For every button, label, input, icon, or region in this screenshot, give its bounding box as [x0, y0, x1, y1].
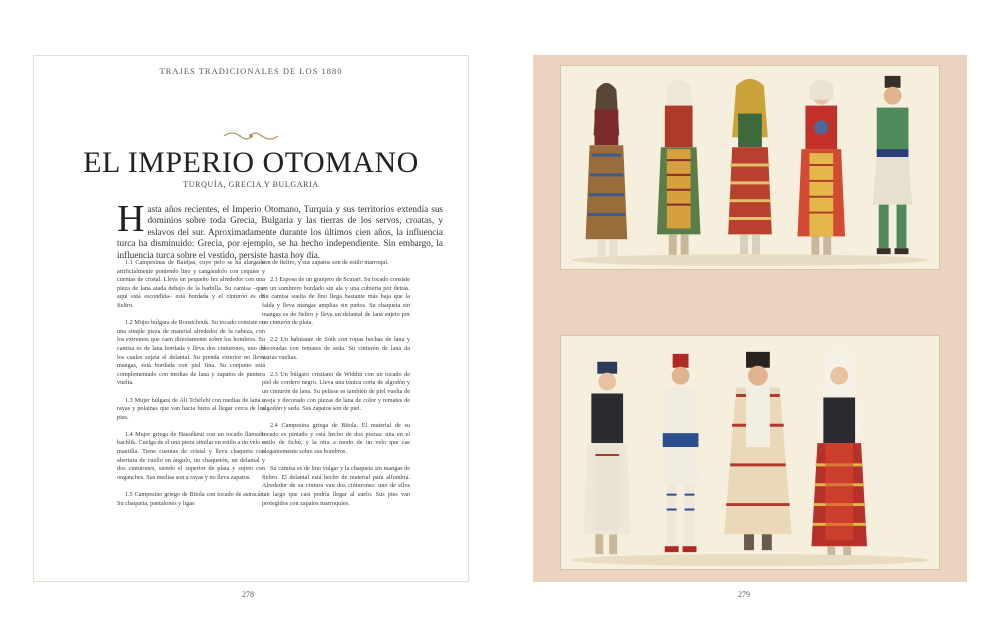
figure-1-4 — [798, 80, 846, 256]
page-subtitle: TURQUÍA, GRECIA Y BULGARIA — [183, 180, 319, 189]
illustration-plate-bottom — [560, 335, 940, 570]
page-number-left: 278 — [242, 590, 254, 599]
intro-text: asta años recientes, el Imperio Otomano, Turquía y sus territorios extendía sus dominios sobre toda Grecia, Bulgaria y las tierras de los servos, croatas, y eslavos del sur. Aproximadamente durante los últimos cien años, la influencia turca ha disminuido: Grecia, por ejemplo, se ha hecho independiente. Sin embargo, la influencia turca sobre el vestido, persiste hasta hoy día. — [117, 204, 443, 260]
costume-figures-bottom-illustration — [561, 336, 939, 569]
caption-paragraph: 1.2 Mujer búlgara de Roustchouk. Su tocado consiste en una simple pieza de material alrededor de la cabeza, con los extremos que caen directamente sobre los hombros. Su camisa es de lana bordada y lleva dos cinturones, uno de los cuales sujeta el delantal. Su prenda exterior no lleva mangas, está bordada con piel fina. Su conjunto está complementado con medias de lana y zapatos de puntera vuelta. — [117, 319, 265, 387]
caption-paragraph: 2.4 Campesina griega de Bitola. El material de su tocado es pintado y está hecho de dos piezas: una en el estilo de fichú, y la otra a modo de un velo que cae elegantemente sobre sus hombros. — [262, 422, 410, 456]
caption-paragraph: 2.1 Esposa de un granjero de Scutari. Su tocado consiste en un sombrero bordado sin ala y una cubierta por detrás. Su camisa suelta de lino llega bastante más baja que la falda y lleva mangas amplias sin puños. Su chaqueta sin mangas es de fieltro y lleva un delantal de lana sujeto por un cinturón de plata. — [262, 276, 410, 327]
figure-1-2 — [657, 80, 701, 256]
caption-paragraph: 1.4 Mujer griega de Hassékeui con un tocado llamado bachlik. Cuelga de él una pieza similar en estilo a un velo o mantilla. Tiene cuentas de cristal y lleva chaqueta con abertura de cuello en ángulo, un chaquetón, un delantal y dos cinturones, siendo el superior de plata y sujeto con onganches. Sus medias son a rayas y no lleva zapatos. — [117, 430, 265, 481]
running-header: TRAJES TRADICIONALES DE LOS 1880 — [159, 66, 343, 76]
figure-2-4 — [811, 350, 867, 558]
illustration-plate-top — [560, 65, 940, 270]
figure-1-1 — [586, 83, 628, 257]
caption-paragraph: 2.2 Un habitante de Soth con ropas hechas de lana y decoradas con remates de seda. Su cinturón de lana da varias vueltas. — [262, 336, 410, 361]
costume-figures-top-illustration — [561, 66, 939, 269]
figure-1-5 — [873, 76, 913, 254]
drop-cap: H — [117, 198, 145, 240]
caption-paragraph: 1.1 Campesinas de Baidjas, cuyo pelo se ha alargado artificialmente poniendo lino y cangándolo con cequíes y cuentas de cristal. Lleva un pequeño fez alrededor con una pieza de lana atada debajo de la barbilla. Su camisa –que aquí está escondida– está bordada y el cinturón es de fieltro. — [117, 259, 265, 309]
page-title: EL IMPERIO OTOMANO — [83, 146, 419, 179]
figure-2-1 — [583, 362, 631, 554]
intro-paragraph — [117, 198, 443, 261]
caption-paragraph: 1.3 Mujer búlgara de Ali Tchélebi con medias de lana a rayas y polainas que van hacia fuera al llegar cerca de los pies. — [117, 396, 265, 421]
ornament-icon — [222, 130, 280, 142]
caption-paragraph: 1.5 Campesino griego de Bitola con tocado de astracán. Su chaqueta, pantalones y ligas — [117, 491, 265, 507]
figure-2-2 — [663, 354, 699, 552]
caption-paragraph: 2.3 Un búlgaro cristiano de Widdin con un tocado de piel de cordero negro. Lleva una túnica corta de algodón y un cinturón de lana. Su pelisse es también de piel vuelta de oveja y decorado con piezas de lana de color y remates de algodón y seda. Sus zapatos son de piel. — [262, 370, 410, 413]
caption-paragraph: son de fieltro, y sus zapatos son de estilo marroquí. — [262, 259, 389, 266]
figure-1-3 — [728, 79, 772, 256]
figure-2-3 — [724, 352, 791, 550]
right-page — [533, 55, 967, 582]
left-page — [33, 55, 469, 582]
caption-paragraph: Su camisa es de lino vulgar y la chaqueta sin mangas de fieltro. El delantal está hecho de material para alfombra. Alrededor de su cintura van dos cinturones: uno de ellos tan largo que casi podría llegar al suelo. Sus pies van protegidos con zapatos marroquíes. — [262, 465, 410, 507]
page-number-right: 279 — [738, 590, 750, 599]
text-column-2 — [262, 259, 410, 517]
text-column-1 — [117, 259, 265, 517]
